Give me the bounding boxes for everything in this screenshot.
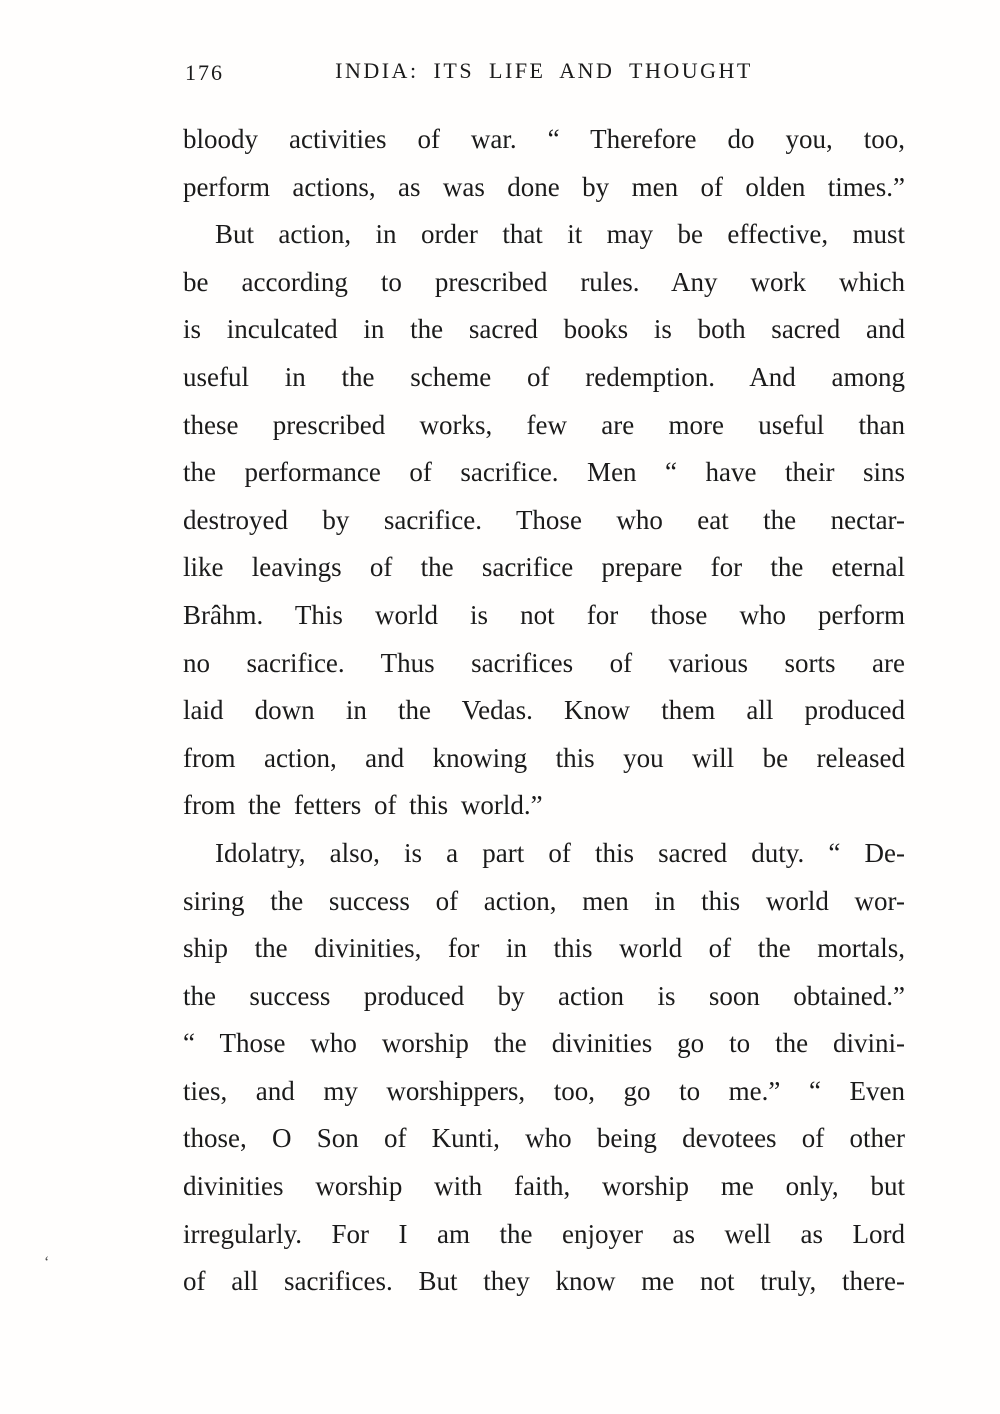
page-body [183,116,905,1306]
body-line: of all sacrifices. But they know me not truly, there- [183,1266,905,1297]
body-line: ties, and my worshippers, too, go to me.” “ Even [183,1075,905,1106]
body-line: be according to prescribed rules. Any work which [183,266,905,297]
body-line: destroyed by sacrifice. Those who eat the nectar- [183,504,905,535]
running-title: INDIA: ITS LIFE AND THOUGHT [335,58,753,83]
body-line: the performance of sacrifice. Men “ have their sins [183,457,905,488]
page-header [183,58,905,90]
body-line: divinities worship with faith, worship me only, but [183,1171,905,1202]
body-line: from action, and knowing this you will be released [183,742,905,773]
body-line: But action, in order that it may be effective, must [215,219,905,250]
body-line: these prescribed works, few are more useful than [183,409,905,440]
body-line: like leavings of the sacrifice prepare for the eternal [183,552,905,583]
body-line: bloody activities of war. “ Therefore do you, too, [183,124,905,154]
stray-margin-mark: ‘ [44,1254,50,1271]
page-number: 176 [185,60,224,85]
body-line: Idolatry, also, is a part of this sacred duty. “ De- [215,837,905,868]
body-line: useful in the scheme of redemption. And among [183,361,905,392]
body-line: laid down in the Vedas. Know them all produced [183,695,905,726]
body-line: Brâhm. This world is not for those who perform [183,599,905,630]
body-line: irregularly. For I am the enjoyer as well as Lord [183,1218,905,1249]
body-line: from the fetters of this world.” [183,790,543,821]
body-line: siring the success of action, men in this world wor- [183,885,905,916]
body-line: is inculcated in the sacred books is both sacred and [183,314,905,345]
body-line: those, O Son of Kunti, who being devotees of other [183,1123,905,1154]
body-line: perform actions, as was done by men of olden times.” [183,171,905,202]
body-line: “ Those who worship the divinities go to the divini- [183,1028,905,1059]
body-line: the success produced by action is soon obtained.” [183,980,905,1011]
body-line: no sacrifice. Thus sacrifices of various sorts are [183,647,905,678]
body-line: ship the divinities, for in this world of the mortals, [183,933,905,964]
